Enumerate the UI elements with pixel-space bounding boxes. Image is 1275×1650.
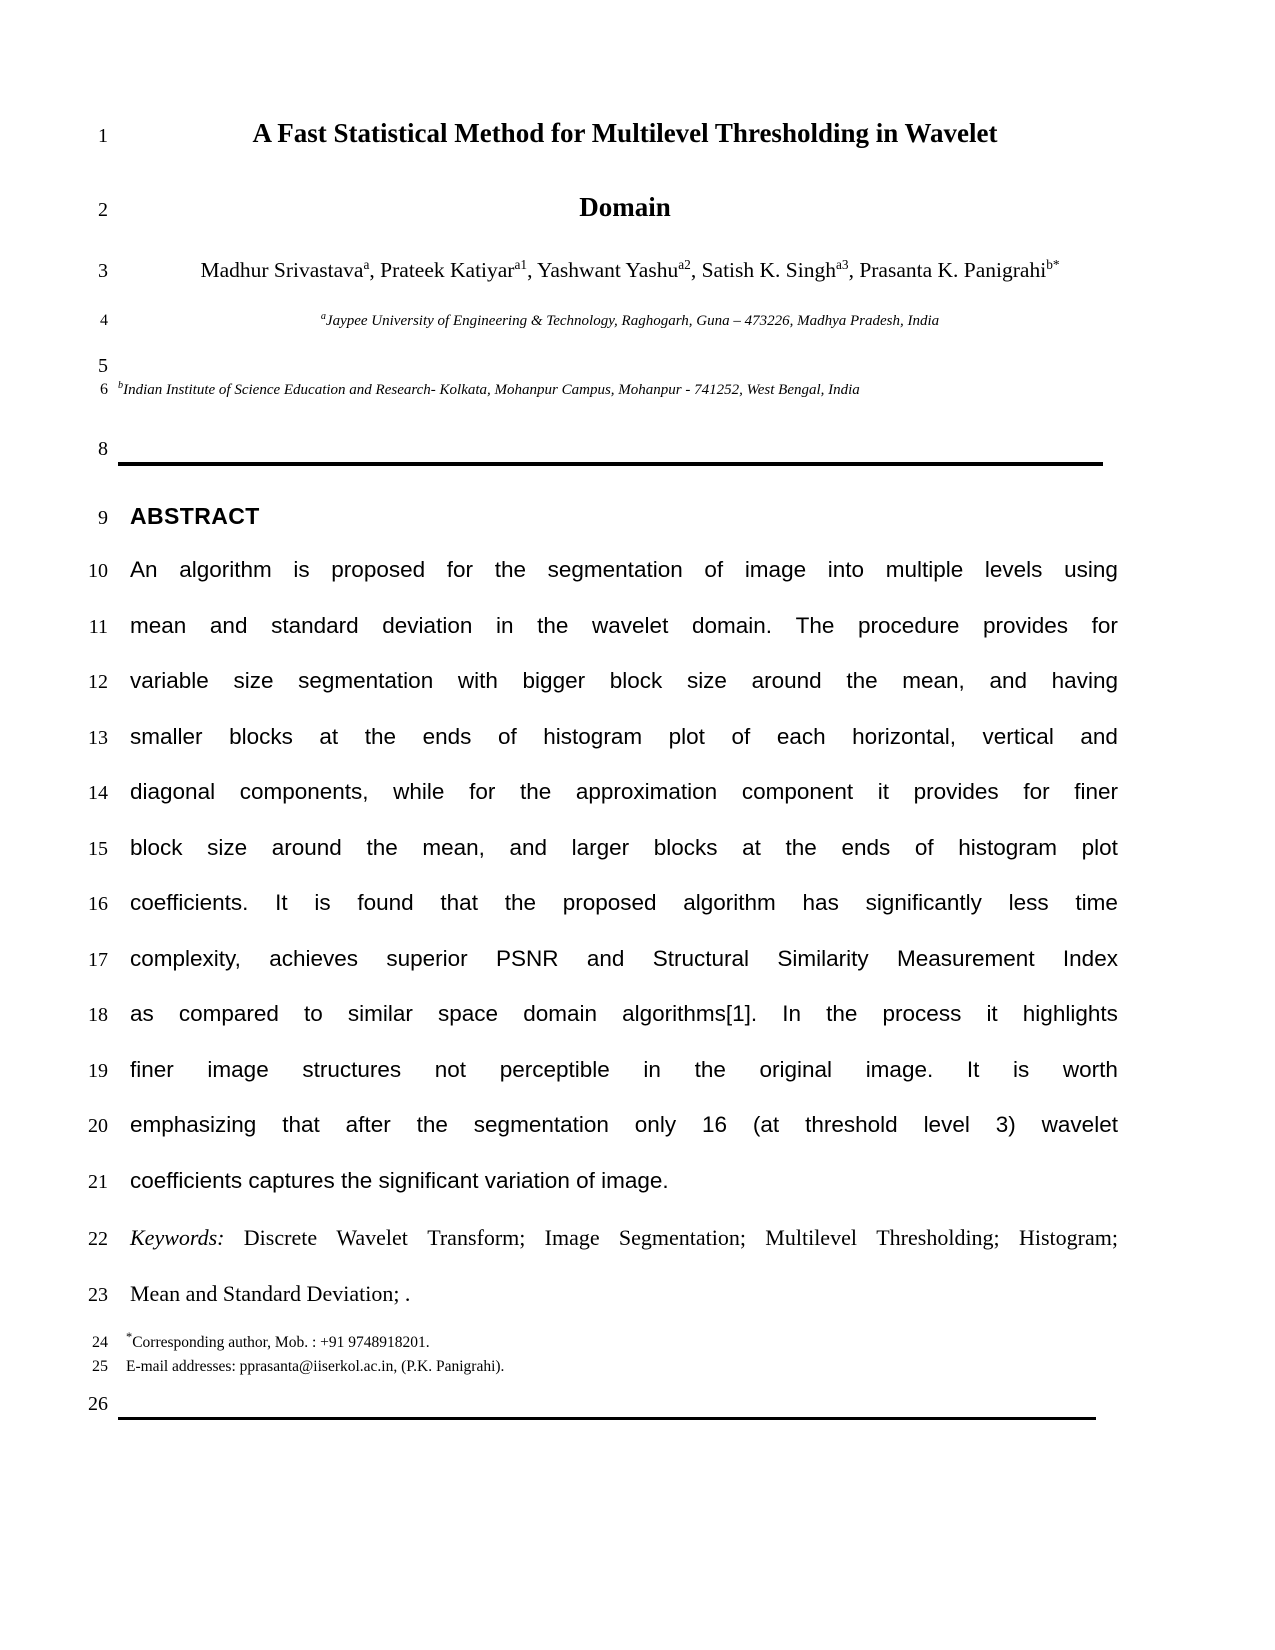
abstract-line-row — [62, 890, 1118, 916]
line-number: 24 — [92, 1334, 108, 1351]
word: for — [446, 557, 474, 582]
word: bigger — [522, 668, 586, 693]
word: of — [731, 724, 751, 749]
word: size — [233, 668, 274, 693]
word: superior — [386, 946, 468, 971]
horizontal-rule-top — [118, 462, 1103, 466]
page-title-line-2: Domain — [579, 192, 671, 222]
abstract-line-wrap — [130, 1001, 1118, 1027]
word: is — [1013, 1057, 1030, 1082]
word: In — [782, 1001, 802, 1026]
affiliation-text: Indian Institute of Science Education and Research- Kolkata, Mohanpur Campus, Mohanpur - 741252, West Bengal, India — [123, 382, 860, 398]
author-separator: , — [527, 258, 538, 282]
line-number: 19 — [88, 1060, 108, 1082]
word: around — [271, 835, 342, 860]
word: finer — [130, 1057, 174, 1082]
word: block — [130, 835, 183, 860]
word: domain. — [691, 613, 772, 638]
abstract-line-row — [62, 557, 1118, 583]
line-number: 4 — [100, 312, 108, 329]
affiliation-a — [130, 313, 1130, 330]
word: space — [438, 1001, 499, 1026]
corresponding-author-note — [126, 1329, 430, 1352]
asterisk-icon: * — [126, 1329, 133, 1344]
word: ends — [841, 835, 891, 860]
word: 16 — [701, 1112, 728, 1137]
word: the — [364, 724, 397, 749]
abstract-line-wrap — [130, 1168, 1118, 1194]
word: histogram — [543, 724, 643, 749]
word: emphasizing — [130, 1112, 257, 1137]
word: using — [1064, 557, 1118, 582]
word: is — [314, 890, 331, 915]
abstract-line-row — [62, 1057, 1118, 1083]
line-number: 21 — [88, 1171, 108, 1193]
abstract-line — [130, 779, 1118, 805]
word: multiple — [885, 557, 964, 582]
word: for — [469, 779, 496, 804]
abstract-line-wrap — [130, 946, 1118, 972]
word: and — [509, 835, 548, 860]
author-name: Prateek Katiyar — [380, 258, 515, 282]
word: size — [207, 835, 248, 860]
author-separator: , — [369, 258, 381, 282]
word: component — [741, 779, 854, 804]
author-name: Prasanta K. Panigrahi — [859, 258, 1047, 282]
abstract-heading-wrap — [130, 503, 260, 530]
word: found — [357, 890, 414, 915]
word: to — [304, 1001, 323, 1026]
word: and — [1080, 724, 1118, 749]
word: mean — [130, 613, 187, 638]
line-number: 23 — [88, 1284, 108, 1306]
rule-row-top — [62, 438, 108, 461]
footnote-text: Corresponding author, Mob. : +91 9748918201. — [132, 1334, 430, 1351]
abstract-line-wrap — [130, 724, 1118, 750]
word: Index — [1062, 946, 1118, 971]
abstract-line-wrap — [130, 1112, 1118, 1138]
word: ends — [422, 724, 472, 749]
keywords-wrap-1 — [130, 1225, 1118, 1251]
keywords-label: Keywords: — [130, 1225, 225, 1250]
authors-wrap — [130, 258, 1130, 283]
keyword-word: Wavelet — [336, 1225, 408, 1250]
word: segmentation — [547, 557, 683, 582]
word: image — [207, 1057, 269, 1082]
word: the — [494, 557, 526, 582]
word: achieves — [269, 946, 359, 971]
word: the — [785, 835, 817, 860]
keyword-word: Multilevel — [765, 1225, 857, 1250]
word: process — [882, 1001, 962, 1026]
footnote-wrap-1 — [126, 1329, 430, 1352]
word: proposed — [562, 890, 657, 915]
word: only — [634, 1112, 677, 1137]
word: standard — [271, 613, 359, 638]
word: for — [1091, 613, 1118, 638]
abstract-line — [130, 1057, 1118, 1083]
word: vertical — [982, 724, 1054, 749]
title-row-1 — [62, 118, 1120, 149]
rule-row-bottom — [62, 1393, 108, 1416]
author-name: Yashwant Yashu — [537, 258, 679, 282]
word: horizontal, — [852, 724, 956, 749]
line-number: 9 — [98, 507, 108, 529]
keyword-word: Segmentation; — [618, 1225, 747, 1250]
line-number: 16 — [88, 893, 108, 915]
word: around — [751, 668, 822, 693]
line-number: 25 — [92, 1358, 108, 1375]
line-number: 8 — [98, 438, 108, 460]
word: segmentation — [473, 1112, 609, 1137]
abstract-line — [130, 557, 1118, 583]
author-affil-marker: b* — [1046, 256, 1060, 272]
abstract-line-wrap — [130, 668, 1118, 694]
word: proposed — [331, 557, 426, 582]
word: time — [1075, 890, 1118, 915]
line-number: 14 — [88, 782, 108, 804]
abstract-line-row — [62, 1112, 1118, 1138]
line-number: 13 — [88, 727, 108, 749]
word: and — [586, 946, 625, 971]
word: highlights — [1022, 1001, 1118, 1026]
line-number: 10 — [88, 560, 108, 582]
word: threshold — [805, 1112, 898, 1137]
abstract-line-wrap — [130, 557, 1118, 583]
affiliation-row-a — [62, 312, 1130, 330]
page-title-line-1: A Fast Statistical Method for Multilevel Thresholding in Wavelet — [252, 118, 998, 148]
footnote-row-1 — [62, 1329, 430, 1352]
word: mean, — [422, 835, 485, 860]
word: The — [795, 613, 835, 638]
word: smaller — [130, 724, 203, 749]
word: structures — [302, 1057, 402, 1082]
line-number: 12 — [88, 671, 108, 693]
word: it — [986, 1001, 998, 1026]
word: the — [846, 668, 878, 693]
word: It — [966, 1057, 980, 1082]
word: the — [537, 613, 569, 638]
horizontal-rule-bottom — [118, 1417, 1096, 1420]
word: not — [434, 1057, 467, 1082]
word: approximation — [575, 779, 718, 804]
word: the — [826, 1001, 858, 1026]
blank-row-5 — [62, 355, 130, 378]
author-affil-marker: a3 — [835, 256, 849, 272]
word: provides — [913, 779, 999, 804]
abstract-line-wrap — [130, 890, 1118, 916]
abstract-line-wrap — [130, 835, 1118, 861]
abstract-line-row — [62, 1001, 1118, 1027]
word: at — [742, 835, 761, 860]
word: (at — [752, 1112, 780, 1137]
author-affil-marker: a2 — [678, 256, 691, 272]
abstract-line — [130, 1001, 1118, 1027]
line-number: 22 — [88, 1228, 108, 1250]
word: plot — [668, 724, 705, 749]
word: Measurement — [897, 946, 1035, 971]
word: level — [923, 1112, 970, 1137]
author-affil-marker: a1 — [514, 256, 528, 272]
word: in — [495, 613, 514, 638]
title-line-1-wrap — [130, 118, 1120, 149]
word: that — [440, 890, 478, 915]
word: deviation — [382, 613, 473, 638]
word: it — [877, 779, 890, 804]
affiliation-row-b — [62, 381, 1118, 399]
line-number: 11 — [88, 616, 108, 638]
word: segmentation — [298, 668, 434, 693]
keywords-row-2 — [62, 1281, 1118, 1307]
word: significantly — [865, 890, 982, 915]
word: histogram — [958, 835, 1058, 860]
word: as — [130, 1001, 154, 1026]
word: while — [393, 779, 445, 804]
word: finer — [1074, 779, 1118, 804]
line-number: 20 — [88, 1115, 108, 1137]
word: complexity, — [130, 946, 241, 971]
abstract-line — [130, 613, 1118, 639]
word: provides — [982, 613, 1069, 638]
abstract-heading-row — [62, 503, 260, 530]
line-number: 2 — [98, 199, 108, 221]
word: of — [497, 724, 517, 749]
author-affil-marker: a — [363, 256, 370, 272]
word: that — [282, 1112, 320, 1137]
word: is — [293, 557, 310, 582]
footnote-wrap-2 — [126, 1358, 504, 1376]
word: less — [1008, 890, 1049, 915]
footnote-row-2 — [62, 1358, 504, 1376]
abstract-line — [130, 890, 1118, 916]
word: at — [319, 724, 339, 749]
word: with — [457, 668, 498, 693]
line-number: 5 — [98, 355, 108, 377]
word: algorithm — [179, 557, 272, 582]
word: of — [914, 835, 934, 860]
word: the — [519, 779, 552, 804]
line-number: 6 — [100, 381, 108, 398]
word: having — [1051, 668, 1118, 693]
affiliation-marker: a — [320, 311, 326, 322]
abstract-line-row — [62, 668, 1118, 694]
affiliation-b-wrap — [118, 382, 1118, 399]
abstract-line-row — [62, 1168, 1118, 1194]
author-name: Madhur Srivastava — [200, 258, 364, 282]
word: Structural — [652, 946, 750, 971]
word: original — [759, 1057, 833, 1082]
line-number: 17 — [88, 949, 108, 971]
email-note — [126, 1358, 504, 1376]
keyword-word: Image — [544, 1225, 600, 1250]
title-row-2 — [62, 192, 1120, 223]
word: coefficients. — [130, 890, 249, 915]
word: after — [345, 1112, 391, 1137]
abstract-line: coefficients captures the significant variation of image. — [130, 1168, 669, 1193]
abstract-heading: ABSTRACT — [130, 503, 260, 529]
author-name: Satish K. Singh — [701, 258, 836, 282]
word: and — [989, 668, 1028, 693]
abstract-line-wrap — [130, 613, 1118, 639]
word: perceptible — [499, 1057, 610, 1082]
word: domain — [523, 1001, 597, 1026]
abstract-line-row — [62, 946, 1118, 972]
word: blocks — [229, 724, 293, 749]
author-separator: , — [848, 258, 860, 282]
word: block — [609, 668, 663, 693]
word: has — [802, 890, 839, 915]
keyword-word: Thresholding; — [876, 1225, 1000, 1250]
abstract-line-row — [62, 724, 1118, 750]
word: and — [209, 613, 248, 638]
word: levels — [984, 557, 1043, 582]
abstract-line-row — [62, 613, 1118, 639]
word: each — [776, 724, 826, 749]
word: compared — [178, 1001, 279, 1026]
abstract-line-wrap — [130, 779, 1118, 805]
keywords-line-1 — [130, 1225, 1118, 1251]
keywords-wrap-2 — [130, 1281, 1118, 1307]
keywords-row-1 — [62, 1225, 1118, 1251]
word: procedure — [858, 613, 960, 638]
word: worth — [1062, 1057, 1118, 1082]
footnote-text: E-mail addresses: pprasanta@iiserkol.ac.in, (P.K. Panigrahi). — [126, 1358, 505, 1375]
keyword-word: Histogram; — [1018, 1225, 1118, 1250]
authors-row — [62, 258, 1130, 283]
abstract-line — [130, 1112, 1118, 1138]
affiliation-b — [118, 382, 1118, 399]
keyword-word: Discrete — [243, 1225, 318, 1250]
word: variable — [130, 668, 209, 693]
word: diagonal — [130, 779, 216, 804]
abstract-line — [130, 946, 1118, 972]
word: Similarity — [777, 946, 869, 971]
word: 3) — [995, 1112, 1016, 1137]
word: of — [704, 557, 724, 582]
word: It — [275, 890, 288, 915]
line-number: 15 — [88, 838, 108, 860]
affiliation-a-wrap — [130, 313, 1130, 330]
word: the — [416, 1112, 448, 1137]
line-number: 26 — [88, 1393, 108, 1415]
word: image — [744, 557, 807, 582]
word: PSNR — [496, 946, 559, 971]
affiliation-marker: b — [118, 380, 124, 391]
word: algorithms[1]. — [622, 1001, 758, 1026]
abstract-line — [130, 724, 1118, 750]
word: the — [504, 890, 536, 915]
word: wavelet — [1041, 1112, 1118, 1137]
word: into — [827, 557, 865, 582]
word: similar — [347, 1001, 413, 1026]
word: the — [694, 1057, 726, 1082]
line-number: 3 — [98, 260, 108, 282]
word: An — [130, 557, 158, 582]
abstract-line-row — [62, 835, 1118, 861]
word: components, — [239, 779, 369, 804]
abstract-line-wrap — [130, 1057, 1118, 1083]
word: larger — [571, 835, 630, 860]
word: size — [686, 668, 727, 693]
word: for — [1023, 779, 1050, 804]
author-separator: , — [690, 258, 702, 282]
word: algorithm — [683, 890, 776, 915]
title-line-2-wrap — [130, 192, 1120, 223]
keywords-line-2: Mean and Standard Deviation; . — [130, 1281, 411, 1306]
word: mean, — [902, 668, 965, 693]
word: plot — [1081, 835, 1118, 860]
word: in — [643, 1057, 661, 1082]
affiliation-text: Jaypee University of Engineering & Technology, Raghogarh, Guna – 473226, Madhya Pradesh, India — [325, 313, 940, 329]
abstract-line — [130, 668, 1118, 694]
line-number: 1 — [98, 125, 108, 147]
word: blocks — [653, 835, 718, 860]
word: wavelet — [592, 613, 669, 638]
word: image. — [865, 1057, 934, 1082]
keyword-word: Transform; — [427, 1225, 526, 1250]
word: the — [366, 835, 398, 860]
author-list — [130, 258, 1130, 283]
abstract-line — [130, 835, 1118, 861]
abstract-line-row — [62, 779, 1118, 805]
line-number: 18 — [88, 1004, 108, 1026]
